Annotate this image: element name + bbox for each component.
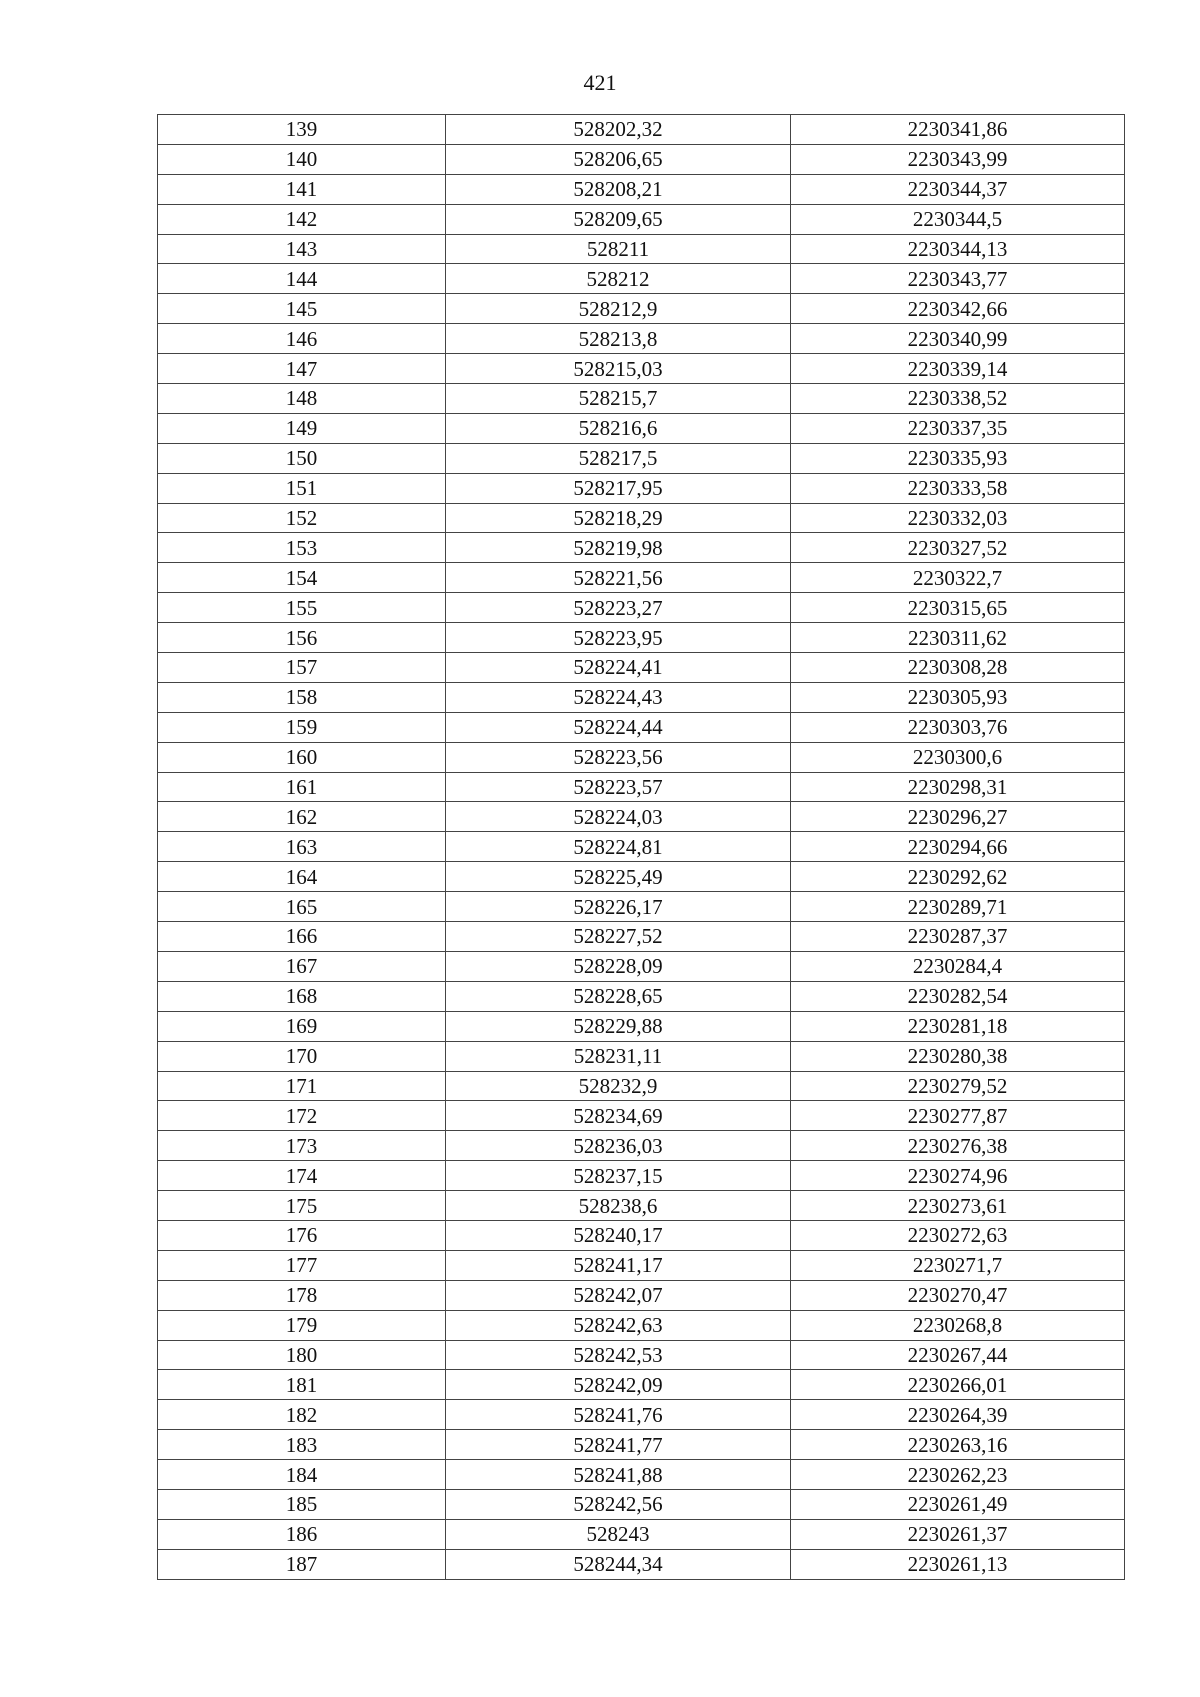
point-number-cell: 178 (158, 1280, 446, 1310)
table-row (158, 772, 1125, 802)
point-number-cell: 179 (158, 1310, 446, 1340)
y-coordinate-cell: 2230261,13 (791, 1549, 1125, 1579)
x-coordinate-cell: 528212,9 (446, 294, 791, 324)
x-coordinate-cell: 528242,63 (446, 1310, 791, 1340)
point-number-cell: 167 (158, 951, 446, 981)
y-coordinate-cell: 2230294,66 (791, 832, 1125, 862)
table-row (158, 682, 1125, 712)
y-coordinate-cell: 2230337,35 (791, 413, 1125, 443)
point-number-cell: 149 (158, 413, 446, 443)
y-coordinate-cell: 2230344,13 (791, 234, 1125, 264)
table-row (158, 234, 1125, 264)
point-number-cell: 175 (158, 1191, 446, 1221)
table-row (158, 1430, 1125, 1460)
table-row (158, 204, 1125, 234)
point-number-cell: 155 (158, 593, 446, 623)
y-coordinate-cell: 2230284,4 (791, 951, 1125, 981)
y-coordinate-cell: 2230303,76 (791, 712, 1125, 742)
table-row (158, 802, 1125, 832)
x-coordinate-cell: 528241,77 (446, 1430, 791, 1460)
point-number-cell: 159 (158, 712, 446, 742)
table-row (158, 1071, 1125, 1101)
y-coordinate-cell: 2230267,44 (791, 1340, 1125, 1370)
table-row (158, 144, 1125, 174)
y-coordinate-cell: 2230340,99 (791, 324, 1125, 354)
point-number-cell: 139 (158, 115, 446, 145)
y-coordinate-cell: 2230279,52 (791, 1071, 1125, 1101)
y-coordinate-cell: 2230343,99 (791, 144, 1125, 174)
y-coordinate-cell: 2230268,8 (791, 1310, 1125, 1340)
table-row (158, 1549, 1125, 1579)
x-coordinate-cell: 528223,57 (446, 772, 791, 802)
point-number-cell: 160 (158, 742, 446, 772)
y-coordinate-cell: 2230300,6 (791, 742, 1125, 772)
table-row (158, 1370, 1125, 1400)
x-coordinate-cell: 528217,5 (446, 443, 791, 473)
x-coordinate-cell: 528223,56 (446, 742, 791, 772)
table-row (158, 1340, 1125, 1370)
page-number: 421 (583, 70, 617, 95)
table-row (158, 1101, 1125, 1131)
table-row (158, 503, 1125, 533)
point-number-cell: 174 (158, 1161, 446, 1191)
y-coordinate-cell: 2230271,7 (791, 1250, 1125, 1280)
point-number-cell: 143 (158, 234, 446, 264)
point-number-cell: 157 (158, 653, 446, 683)
y-coordinate-cell: 2230272,63 (791, 1220, 1125, 1250)
y-coordinate-cell: 2230277,87 (791, 1101, 1125, 1131)
x-coordinate-cell: 528224,03 (446, 802, 791, 832)
table-row (158, 1011, 1125, 1041)
y-coordinate-cell: 2230264,39 (791, 1400, 1125, 1430)
table-row (158, 981, 1125, 1011)
x-coordinate-cell: 528240,17 (446, 1220, 791, 1250)
y-coordinate-cell: 2230274,96 (791, 1161, 1125, 1191)
table-row (158, 712, 1125, 742)
table-row (158, 832, 1125, 862)
table-row (158, 324, 1125, 354)
x-coordinate-cell: 528228,09 (446, 951, 791, 981)
point-number-cell: 170 (158, 1041, 446, 1071)
x-coordinate-cell: 528228,65 (446, 981, 791, 1011)
table-row (158, 951, 1125, 981)
x-coordinate-cell: 528227,52 (446, 922, 791, 952)
table-row (158, 1191, 1125, 1221)
table-row (158, 264, 1125, 294)
x-coordinate-cell: 528243 (446, 1519, 791, 1549)
point-number-cell: 147 (158, 354, 446, 384)
table-row (158, 354, 1125, 384)
y-coordinate-cell: 2230266,01 (791, 1370, 1125, 1400)
table-row (158, 563, 1125, 593)
point-number-cell: 181 (158, 1370, 446, 1400)
point-number-cell: 150 (158, 443, 446, 473)
x-coordinate-cell: 528237,15 (446, 1161, 791, 1191)
x-coordinate-cell: 528236,03 (446, 1131, 791, 1161)
x-coordinate-cell: 528231,11 (446, 1041, 791, 1071)
point-number-cell: 165 (158, 892, 446, 922)
table-row (158, 623, 1125, 653)
point-number-cell: 152 (158, 503, 446, 533)
point-number-cell: 168 (158, 981, 446, 1011)
table-row (158, 1519, 1125, 1549)
y-coordinate-cell: 2230281,18 (791, 1011, 1125, 1041)
y-coordinate-cell: 2230322,7 (791, 563, 1125, 593)
coordinates-table-body (158, 115, 1125, 1580)
x-coordinate-cell: 528241,17 (446, 1250, 791, 1280)
table-row (158, 593, 1125, 623)
point-number-cell: 173 (158, 1131, 446, 1161)
x-coordinate-cell: 528224,81 (446, 832, 791, 862)
y-coordinate-cell: 2230263,16 (791, 1430, 1125, 1460)
point-number-cell: 156 (158, 623, 446, 653)
point-number-cell: 141 (158, 174, 446, 204)
x-coordinate-cell: 528208,21 (446, 174, 791, 204)
point-number-cell: 144 (158, 264, 446, 294)
point-number-cell: 171 (158, 1071, 446, 1101)
y-coordinate-cell: 2230339,14 (791, 354, 1125, 384)
x-coordinate-cell: 528223,27 (446, 593, 791, 623)
point-number-cell: 162 (158, 802, 446, 832)
y-coordinate-cell: 2230338,52 (791, 384, 1125, 414)
coordinates-table (157, 114, 1125, 1580)
point-number-cell: 176 (158, 1220, 446, 1250)
y-coordinate-cell: 2230332,03 (791, 503, 1125, 533)
y-coordinate-cell: 2230341,86 (791, 115, 1125, 145)
y-coordinate-cell: 2230261,37 (791, 1519, 1125, 1549)
x-coordinate-cell: 528221,56 (446, 563, 791, 593)
x-coordinate-cell: 528215,7 (446, 384, 791, 414)
table-row (158, 1161, 1125, 1191)
point-number-cell: 148 (158, 384, 446, 414)
y-coordinate-cell: 2230315,65 (791, 593, 1125, 623)
point-number-cell: 180 (158, 1340, 446, 1370)
x-coordinate-cell: 528241,88 (446, 1460, 791, 1490)
table-row (158, 1250, 1125, 1280)
point-number-cell: 184 (158, 1460, 446, 1490)
point-number-cell: 140 (158, 144, 446, 174)
y-coordinate-cell: 2230333,58 (791, 473, 1125, 503)
table-row (158, 742, 1125, 772)
point-number-cell: 166 (158, 922, 446, 952)
table-row (158, 1220, 1125, 1250)
point-number-cell: 186 (158, 1519, 446, 1549)
x-coordinate-cell: 528242,09 (446, 1370, 791, 1400)
y-coordinate-cell: 2230296,27 (791, 802, 1125, 832)
x-coordinate-cell: 528242,56 (446, 1489, 791, 1519)
x-coordinate-cell: 528234,69 (446, 1101, 791, 1131)
point-number-cell: 145 (158, 294, 446, 324)
table-row (158, 115, 1125, 145)
y-coordinate-cell: 2230270,47 (791, 1280, 1125, 1310)
point-number-cell: 161 (158, 772, 446, 802)
x-coordinate-cell: 528216,6 (446, 413, 791, 443)
y-coordinate-cell: 2230342,66 (791, 294, 1125, 324)
x-coordinate-cell: 528212 (446, 264, 791, 294)
x-coordinate-cell: 528223,95 (446, 623, 791, 653)
x-coordinate-cell: 528232,9 (446, 1071, 791, 1101)
y-coordinate-cell: 2230335,93 (791, 443, 1125, 473)
x-coordinate-cell: 528217,95 (446, 473, 791, 503)
y-coordinate-cell: 2230262,23 (791, 1460, 1125, 1490)
x-coordinate-cell: 528241,76 (446, 1400, 791, 1430)
table-row (158, 473, 1125, 503)
table-row (158, 443, 1125, 473)
y-coordinate-cell: 2230273,61 (791, 1191, 1125, 1221)
point-number-cell: 142 (158, 204, 446, 234)
point-number-cell: 183 (158, 1430, 446, 1460)
table-row (158, 384, 1125, 414)
y-coordinate-cell: 2230298,31 (791, 772, 1125, 802)
x-coordinate-cell: 528229,88 (446, 1011, 791, 1041)
point-number-cell: 187 (158, 1549, 446, 1579)
point-number-cell: 164 (158, 862, 446, 892)
x-coordinate-cell: 528218,29 (446, 503, 791, 533)
point-number-cell: 182 (158, 1400, 446, 1430)
point-number-cell: 153 (158, 533, 446, 563)
point-number-cell: 172 (158, 1101, 446, 1131)
table-row (158, 1310, 1125, 1340)
y-coordinate-cell: 2230282,54 (791, 981, 1125, 1011)
table-row (158, 653, 1125, 683)
x-coordinate-cell: 528242,07 (446, 1280, 791, 1310)
x-coordinate-cell: 528244,34 (446, 1549, 791, 1579)
point-number-cell: 177 (158, 1250, 446, 1280)
y-coordinate-cell: 2230305,93 (791, 682, 1125, 712)
y-coordinate-cell: 2230344,37 (791, 174, 1125, 204)
y-coordinate-cell: 2230308,28 (791, 653, 1125, 683)
x-coordinate-cell: 528215,03 (446, 354, 791, 384)
y-coordinate-cell: 2230311,62 (791, 623, 1125, 653)
x-coordinate-cell: 528224,41 (446, 653, 791, 683)
x-coordinate-cell: 528202,32 (446, 115, 791, 145)
x-coordinate-cell: 528211 (446, 234, 791, 264)
table-row (158, 892, 1125, 922)
point-number-cell: 158 (158, 682, 446, 712)
point-number-cell: 146 (158, 324, 446, 354)
y-coordinate-cell: 2230261,49 (791, 1489, 1125, 1519)
point-number-cell: 185 (158, 1489, 446, 1519)
table-row (158, 1400, 1125, 1430)
x-coordinate-cell: 528238,6 (446, 1191, 791, 1221)
y-coordinate-cell: 2230343,77 (791, 264, 1125, 294)
x-coordinate-cell: 528224,43 (446, 682, 791, 712)
y-coordinate-cell: 2230327,52 (791, 533, 1125, 563)
x-coordinate-cell: 528226,17 (446, 892, 791, 922)
table-row (158, 1041, 1125, 1071)
x-coordinate-cell: 528225,49 (446, 862, 791, 892)
y-coordinate-cell: 2230344,5 (791, 204, 1125, 234)
table-row (158, 533, 1125, 563)
y-coordinate-cell: 2230287,37 (791, 922, 1125, 952)
table-row (158, 1489, 1125, 1519)
table-row (158, 1460, 1125, 1490)
x-coordinate-cell: 528219,98 (446, 533, 791, 563)
x-coordinate-cell: 528209,65 (446, 204, 791, 234)
table-row (158, 922, 1125, 952)
table-row (158, 413, 1125, 443)
point-number-cell: 154 (158, 563, 446, 593)
y-coordinate-cell: 2230276,38 (791, 1131, 1125, 1161)
y-coordinate-cell: 2230292,62 (791, 862, 1125, 892)
point-number-cell: 163 (158, 832, 446, 862)
x-coordinate-cell: 528242,53 (446, 1340, 791, 1370)
point-number-cell: 151 (158, 473, 446, 503)
table-row (158, 862, 1125, 892)
y-coordinate-cell: 2230289,71 (791, 892, 1125, 922)
y-coordinate-cell: 2230280,38 (791, 1041, 1125, 1071)
x-coordinate-cell: 528224,44 (446, 712, 791, 742)
x-coordinate-cell: 528206,65 (446, 144, 791, 174)
table-row (158, 294, 1125, 324)
table-row (158, 174, 1125, 204)
x-coordinate-cell: 528213,8 (446, 324, 791, 354)
table-row (158, 1131, 1125, 1161)
table-row (158, 1280, 1125, 1310)
point-number-cell: 169 (158, 1011, 446, 1041)
